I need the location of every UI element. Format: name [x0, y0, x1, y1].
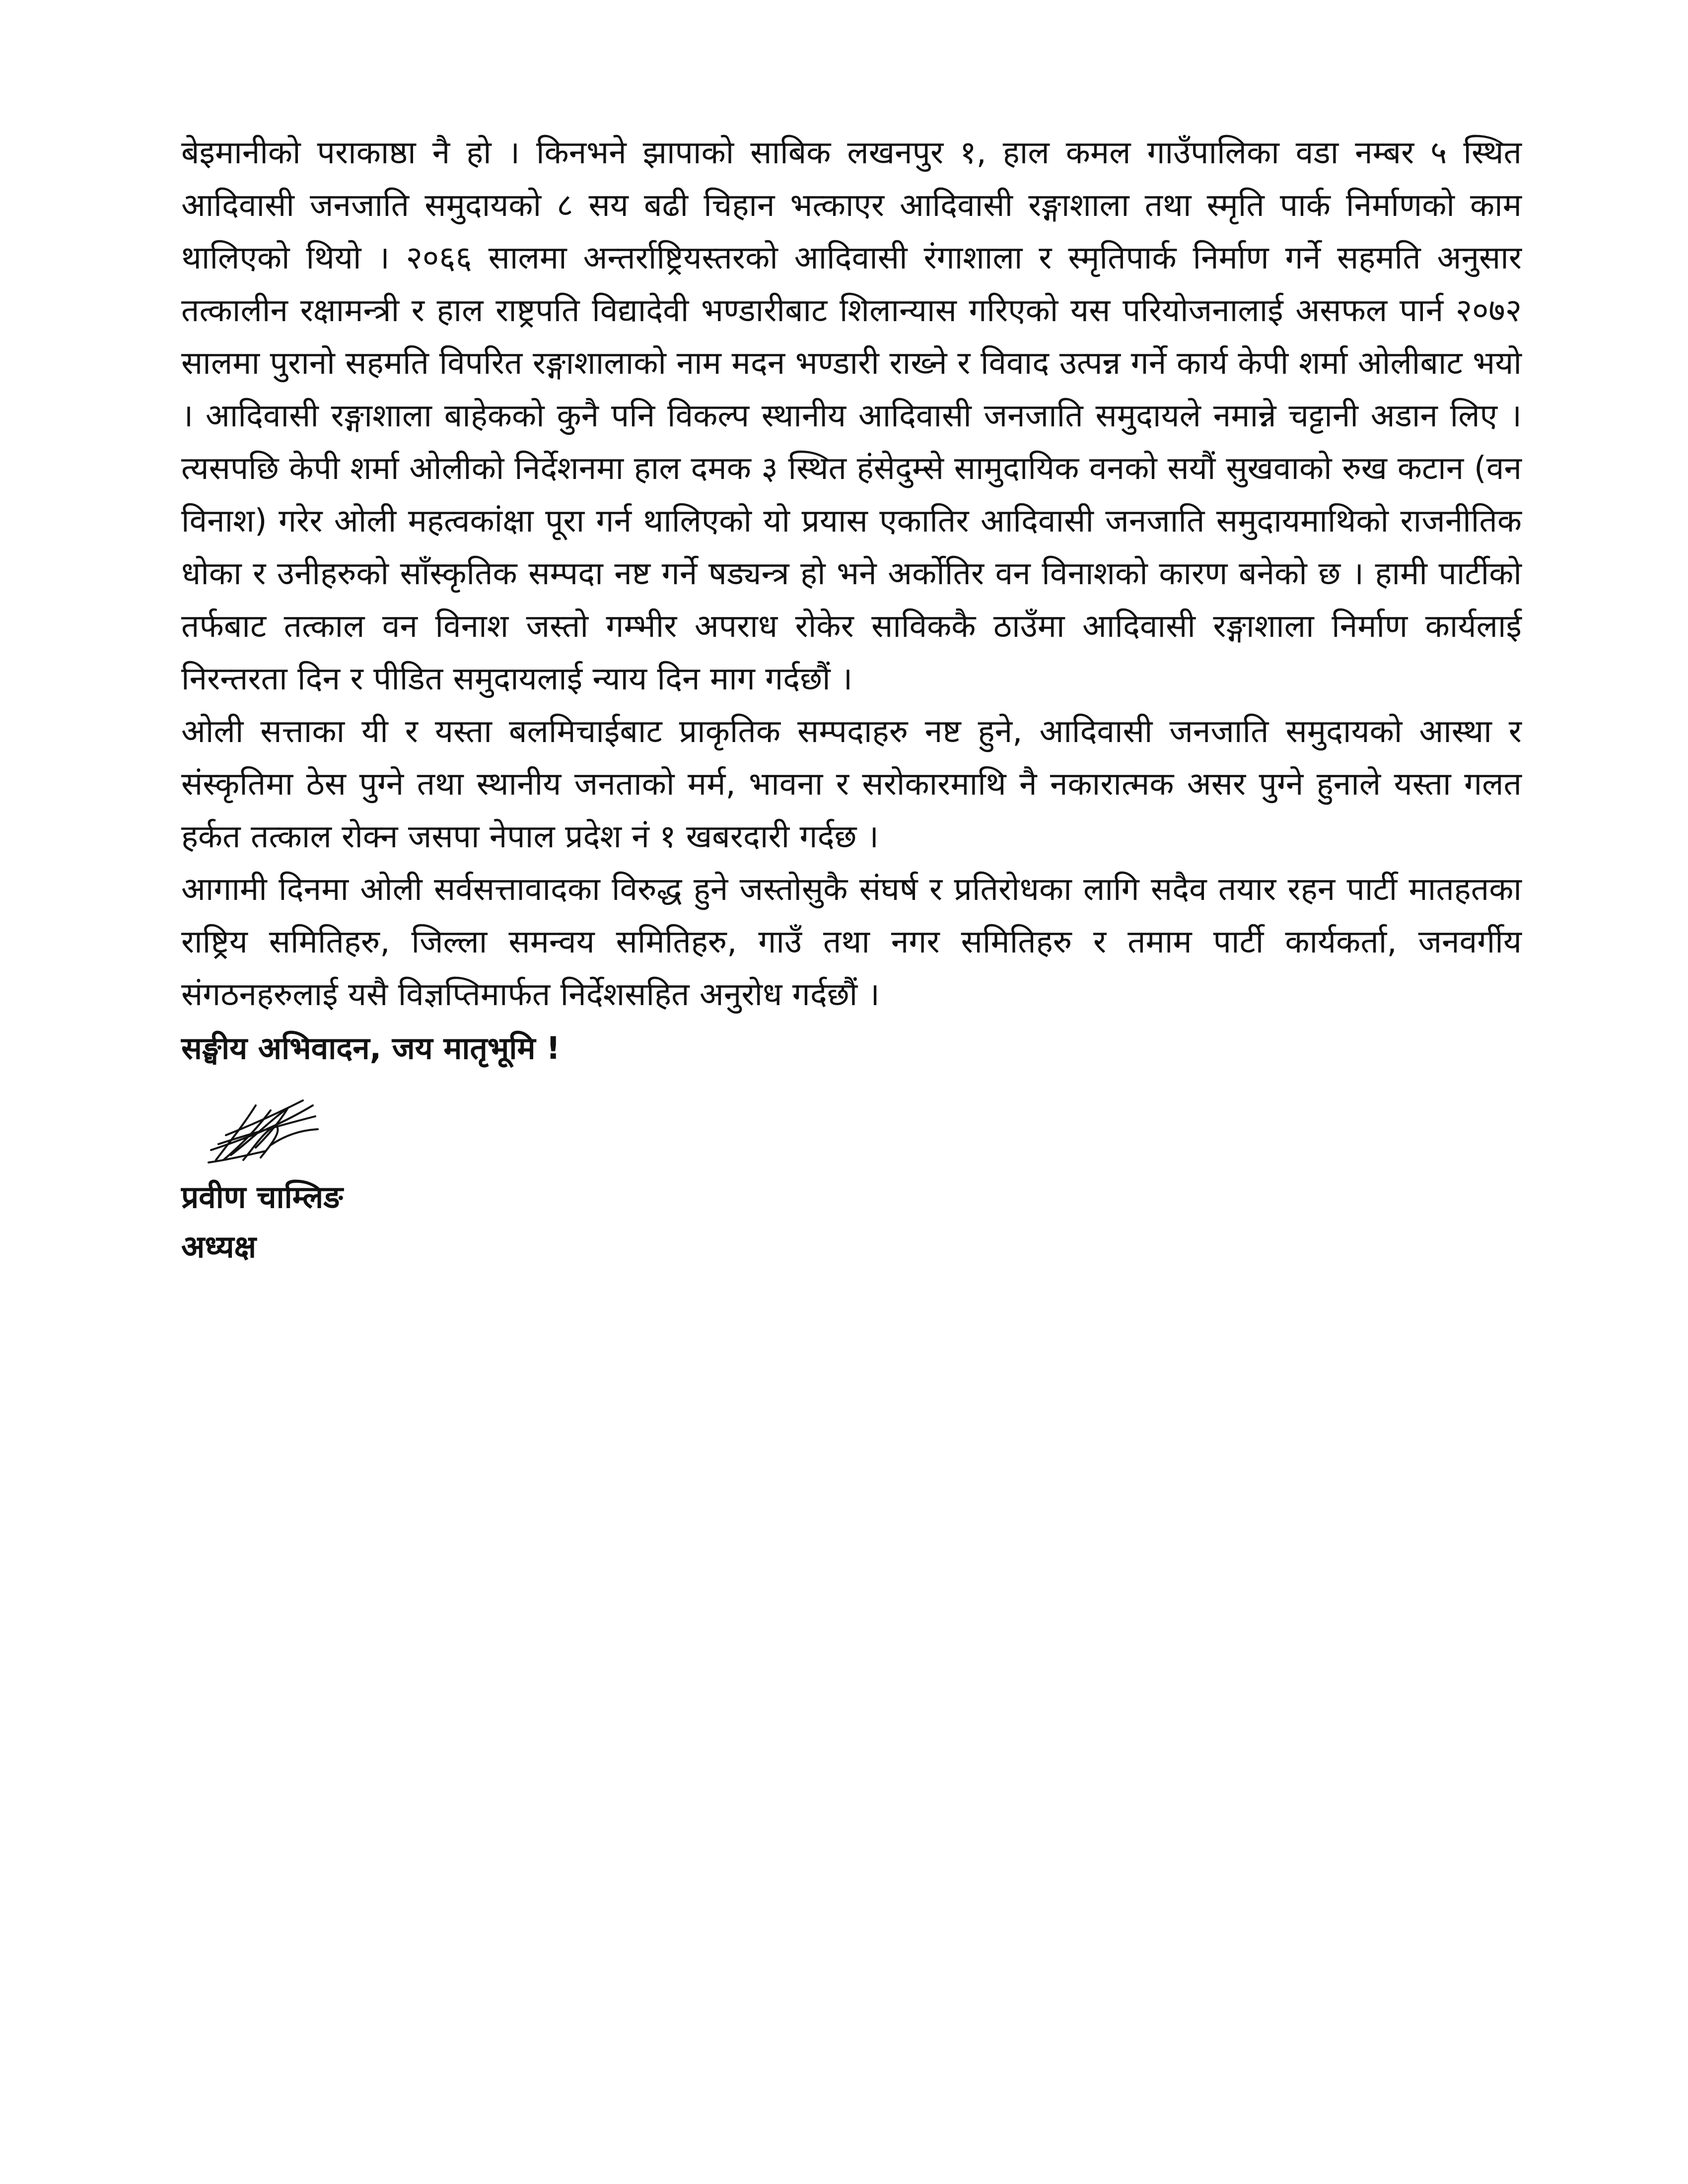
body-paragraph-2: ओली सत्ताका यी र यस्ता बलमिचाईबाट प्राकृतिक सम्पदाहरु नष्ट हुने, आदिवासी जनजाति समुदायको आस्था र संस्कृतिमा ठेस पुग्ने तथा स्थानीय जनताको मर्म, भावना र सरोकारमाथि नै नकारात्मक असर पुग्ने हुनाले यस्ता गलत हर्कत तत्काल रोक्न जसपा नेपाल प्रदेश नं १ खबरदारी गर्दछ ।	[181, 713, 1522, 855]
body-paragraph-3: आगामी दिनमा ओली सर्वसत्तावादका विरुद्ध हुने जस्तोसुकै संघर्ष र प्रतिरोधका लागि सदैव तयार रहन पार्टी मातहतका राष्ट्रिय समितिहरु, जिल्ला समन्वय समितिहरु, गाउँ तथा नगर समितिहरु र तमाम पार्टी कार्यकर्ता, जनवर्गीय संगठनहरुलाई यसै विज्ञप्तिमार्फत निर्देशसहित अनुरोध गर्दछौं ।	[181, 871, 1522, 1013]
statement-page	[181, 127, 1522, 1272]
body-paragraph-1: बेइमानीको पराकाष्ठा नै हो । किनभने झापाको साबिक लखनपुर १, हाल कमल गाउँपालिका वडा नम्बर ५ स्थित आदिवासी जनजाति समुदायको ८ सय बढी चिहान भत्काएर आदिवासी रङ्गाशाला तथा स्मृति पार्क निर्माणको काम थालिएको थियो । २०६६ सालमा अन्तर्राष्ट्रियस्तरको आदिवासी रंगाशाला र स्मृतिपार्क निर्माण गर्ने सहमति अनुसार तत्कालीन रक्षामन्त्री र हाल राष्ट्रपति विद्यादेवी भण्डारीबाट शिलान्यास गरिएको यस परियोजनालाई असफल पार्न २०७२ सालमा पुरानो सहमति विपरित रङ्गाशालाको नाम मदन भण्डारी राख्ने र विवाद उत्पन्न गर्ने कार्य केपी शर्मा ओलीबाट भयो । आदिवासी रङ्गाशाला बाहेकको कुनै पनि विकल्प स्थानीय आदिवासी जनजाति समुदायले नमान्ने चट्टानी अडान लिए । त्यसपछि केपी शर्मा ओलीको निर्देशनमा हाल दमक ३ स्थित हंसेदुम्से सामुदायिक वनको सयौं सुखवाको रुख कटान (वन विनाश) गरेर ओली महत्वकांक्षा पूरा गर्न थालिएको यो प्रयास एकातिर आदिवासी जनजाति समुदायमाथिको राजनीतिक धोका र उनीहरुको साँस्कृतिक सम्पदा नष्ट गर्ने षड्यन्त्र हो भने अर्कोतिर वन विनाशको कारण बनेको छ । हामी पार्टीको तर्फबाट तत्काल वन विनाश जस्तो गम्भीर अपराध रोकेर साविककै ठाउँमा आदिवासी रङ्गाशाला निर्माण कार्यलाई निरन्तरता दिन र पीडित समुदायलाई न्याय दिन माग गर्दछौं ।	[181, 135, 1522, 697]
signer-name: प्रवीण चाम्लिङ	[181, 1179, 343, 1215]
signature-image	[196, 1086, 325, 1172]
signer-title: अध्यक्ष	[181, 1228, 257, 1265]
closing-salutation: सङ्घीय अभिवादन, जय मातृभूमि !	[181, 1030, 561, 1066]
